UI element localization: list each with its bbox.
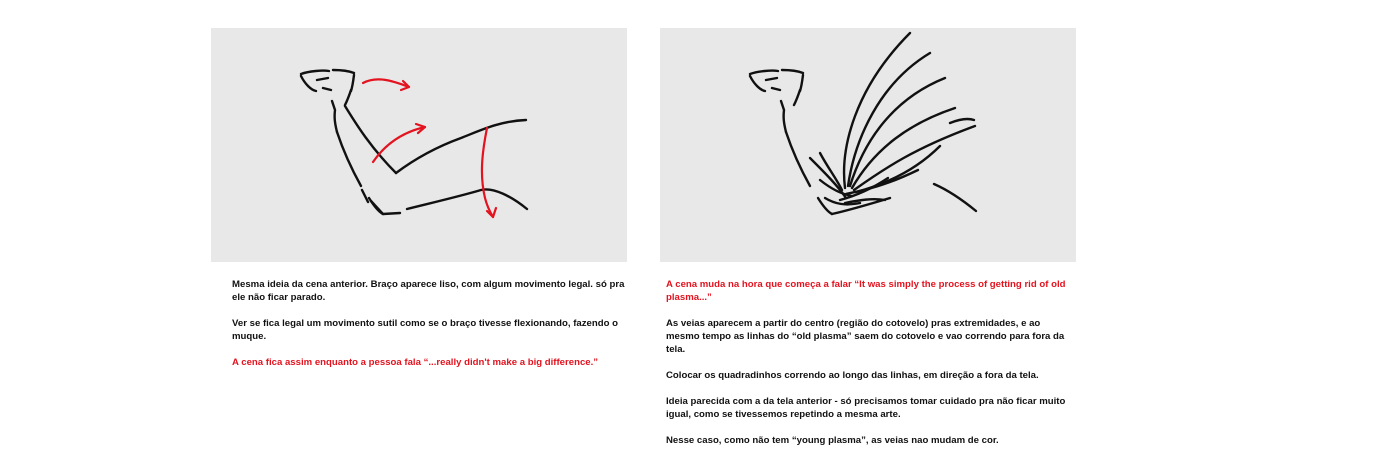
- plasma-lines: [844, 33, 975, 192]
- storyboard-frame-right: [660, 28, 1076, 262]
- veins-elbow: [810, 153, 918, 204]
- note-left-3: A cena fica assim enquanto a pessoa fala “...really didn't make a big difference.”: [232, 357, 599, 368]
- note-right-4: Ideia parecida com a da tela anterior - só precisamos tomar cuidado pra não ficar muito igual, como se tivessemos repetindo a mesma arte.: [666, 396, 1066, 420]
- notes-right-scene: [666, 278, 1066, 460]
- plasma-line-6: [856, 146, 940, 192]
- note-left-1: Mesma ideia da cena anterior. Braço aparece liso, com algum movimento legal. só pra ele não ficar parado.: [232, 279, 625, 303]
- storyboard-frame-left: [211, 28, 627, 262]
- arm-plasma-lines-sketch: [660, 28, 1076, 262]
- motion-arrows: [363, 79, 496, 217]
- note-right-2: As veias aparecem a partir do centro (região do cotovelo) pras extremidades, e ao mesmo tempo as linhas do “old plasma” saem do cotovelo e vao correndo para fora da tela.: [666, 318, 1065, 355]
- plasma-line-1: [844, 33, 910, 188]
- arm-outline: [301, 70, 527, 214]
- arrow-elbow-down: [482, 128, 493, 217]
- note-right-3: Colocar os quadradinhos correndo ao longo das linhas, em direção a fora da tela.: [666, 370, 1039, 381]
- note-left-2: Ver se fica legal um movimento sutil como se o braço tivesse flexionando, fazendo o muque.: [232, 318, 618, 342]
- note-right-1: A cena muda na hora que começa a falar “It was simply the process of getting rid of old plasma...”: [666, 279, 1066, 303]
- note-right-5: Nesse caso, como não tem “young plasma”, as veias nao mudam de cor.: [666, 435, 999, 446]
- arm-flex-sketch: [211, 28, 627, 262]
- notes-left-scene: [232, 278, 632, 382]
